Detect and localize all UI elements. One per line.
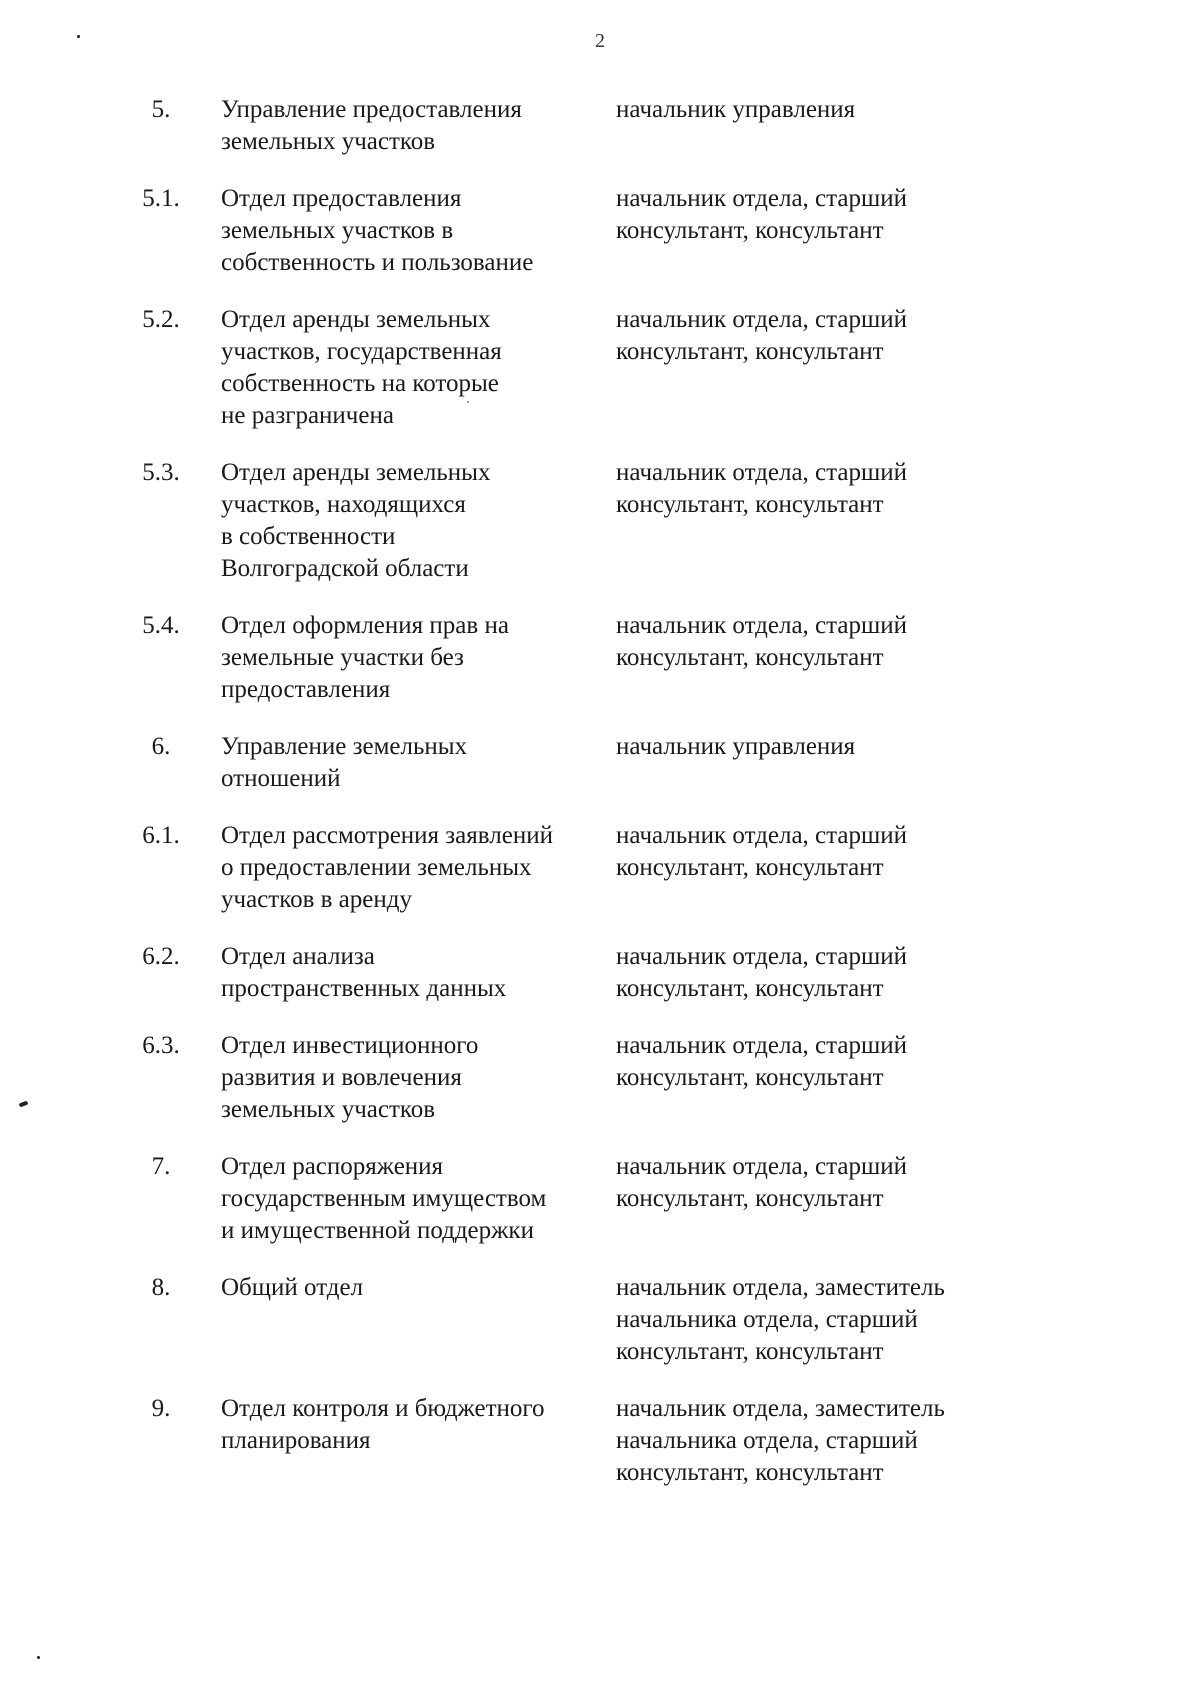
row-number: 5.1. bbox=[142, 185, 180, 212]
row-number: 6.3. bbox=[142, 1032, 180, 1059]
positions-line: консультант, консультант bbox=[616, 338, 884, 365]
department-name-line: планирования bbox=[221, 1427, 371, 1454]
department-name-line: предоставления bbox=[221, 676, 391, 703]
department-name-line: земельные участки без bbox=[221, 644, 464, 671]
department-name-line: пространственных данных bbox=[221, 975, 507, 1002]
positions-line: консультант, консультант bbox=[616, 217, 884, 244]
row-number: 6. bbox=[151, 733, 171, 760]
positions-line: начальник отдела, заместитель bbox=[616, 1274, 945, 1301]
positions-line: начальник отдела, старший bbox=[616, 306, 907, 333]
department-name bbox=[221, 304, 616, 432]
table-row bbox=[0, 457, 1200, 585]
positions-line: начальника отдела, старший bbox=[616, 1306, 918, 1333]
positions-line: начальника отдела, старший bbox=[616, 1427, 918, 1454]
department-name bbox=[221, 183, 616, 279]
scan-speck bbox=[77, 35, 80, 38]
table-row bbox=[0, 610, 1200, 706]
department-name-line: и имущественной поддержки bbox=[221, 1217, 534, 1244]
department-name-line: участков, государственная bbox=[221, 338, 502, 365]
department-name-line: земельных участков в bbox=[221, 217, 454, 244]
department-name-line: земельных участков bbox=[221, 128, 436, 155]
department-name-line: участков в аренду bbox=[221, 886, 412, 913]
department-name bbox=[221, 457, 616, 585]
department-name bbox=[221, 1393, 616, 1457]
department-name-line: земельных участков bbox=[221, 1096, 436, 1123]
row-number: 6.1. bbox=[142, 822, 180, 849]
department-name-line: Управление земельных bbox=[221, 733, 468, 760]
positions-line: консультант, консультант bbox=[616, 491, 884, 518]
department-name-line: Отдел контроля и бюджетного bbox=[221, 1395, 545, 1422]
table-row bbox=[0, 1151, 1200, 1247]
positions-line: начальник отдела, старший bbox=[616, 1153, 907, 1180]
table-row bbox=[0, 1272, 1200, 1368]
row-number: 8. bbox=[151, 1274, 171, 1301]
positions-table bbox=[0, 94, 1200, 1514]
table-row bbox=[0, 820, 1200, 916]
department-name-line: в собственности bbox=[221, 523, 396, 550]
department-name-line: Отдел анализа bbox=[221, 943, 375, 970]
department-name bbox=[221, 1151, 616, 1247]
department-name-line: отношений bbox=[221, 765, 341, 792]
positions-line: начальник отдела, старший bbox=[616, 943, 907, 970]
row-number: 9. bbox=[151, 1395, 171, 1422]
positions-line: начальник отдела, старший bbox=[616, 612, 907, 639]
department-name-line: развития и вовлечения bbox=[221, 1064, 462, 1091]
department-name-line: о предоставлении земельных bbox=[221, 854, 532, 881]
table-row bbox=[0, 731, 1200, 795]
department-name bbox=[221, 941, 616, 1005]
department-name-line: собственность на которые bbox=[221, 370, 499, 397]
positions-line: начальник отдела, заместитель bbox=[616, 1395, 945, 1422]
department-name bbox=[221, 1030, 616, 1126]
row-number: 5.3. bbox=[142, 459, 180, 486]
positions-list bbox=[616, 457, 1036, 521]
department-name bbox=[221, 820, 616, 916]
positions-list bbox=[616, 304, 1036, 368]
positions-line: начальник отдела, старший bbox=[616, 822, 907, 849]
department-name-line: Отдел распоряжения bbox=[221, 1153, 444, 1180]
positions-line: консультант, консультант bbox=[616, 975, 884, 1002]
department-name-line: Отдел аренды земельных bbox=[221, 459, 491, 486]
department-name-line: Общий отдел bbox=[221, 1274, 364, 1301]
scan-speck bbox=[467, 401, 469, 403]
positions-list bbox=[616, 610, 1036, 674]
department-name-line: Отдел оформления прав на bbox=[221, 612, 509, 639]
department-name-line: Отдел рассмотрения заявлений bbox=[221, 822, 553, 849]
positions-list bbox=[616, 94, 1036, 126]
table-row bbox=[0, 304, 1200, 432]
positions-list bbox=[616, 820, 1036, 884]
scan-speck bbox=[37, 1656, 40, 1659]
positions-list bbox=[616, 1151, 1036, 1215]
row-number: 6.2. bbox=[142, 943, 180, 970]
positions-line: начальник отдела, старший bbox=[616, 185, 907, 212]
table-row bbox=[0, 941, 1200, 1005]
positions-list bbox=[616, 941, 1036, 1005]
department-name bbox=[221, 94, 616, 158]
page-number: 2 bbox=[595, 30, 605, 52]
positions-list bbox=[616, 1272, 1036, 1368]
positions-list bbox=[616, 1393, 1036, 1489]
department-name-line: Управление предоставления bbox=[221, 96, 522, 123]
department-name-line: Отдел инвестиционного bbox=[221, 1032, 479, 1059]
row-number: 5.4. bbox=[142, 612, 180, 639]
positions-line: начальник отдела, старший bbox=[616, 1032, 907, 1059]
row-number: 7. bbox=[151, 1153, 171, 1180]
table-row bbox=[0, 183, 1200, 279]
positions-line: консультант, консультант bbox=[616, 1338, 884, 1365]
positions-list bbox=[616, 1030, 1036, 1094]
positions-line: консультант, консультант bbox=[616, 1064, 884, 1091]
positions-list bbox=[616, 731, 1036, 763]
positions-list bbox=[616, 183, 1036, 247]
department-name-line: Отдел аренды земельных bbox=[221, 306, 491, 333]
department-name bbox=[221, 610, 616, 706]
positions-line: начальник отдела, старший bbox=[616, 459, 907, 486]
department-name-line: не разграничена bbox=[221, 402, 394, 429]
table-row bbox=[0, 94, 1200, 158]
table-row bbox=[0, 1393, 1200, 1489]
department-name bbox=[221, 731, 616, 795]
row-number: 5.2. bbox=[142, 306, 180, 333]
department-name-line: участков, находящихся bbox=[221, 491, 466, 518]
positions-line: начальник управления bbox=[616, 733, 856, 760]
positions-line: консультант, консультант bbox=[616, 1459, 884, 1486]
department-name bbox=[221, 1272, 616, 1304]
positions-line: консультант, консультант bbox=[616, 854, 884, 881]
table-row bbox=[0, 1030, 1200, 1126]
department-name-line: Отдел предоставления bbox=[221, 185, 462, 212]
positions-line: начальник управления bbox=[616, 96, 856, 123]
row-number: 5. bbox=[151, 96, 171, 123]
department-name-line: Волгоградской области bbox=[221, 555, 469, 582]
positions-line: консультант, консультант bbox=[616, 644, 884, 671]
department-name-line: собственность и пользование bbox=[221, 249, 534, 276]
positions-line: консультант, консультант bbox=[616, 1185, 884, 1212]
department-name-line: государственным имуществом bbox=[221, 1185, 547, 1212]
